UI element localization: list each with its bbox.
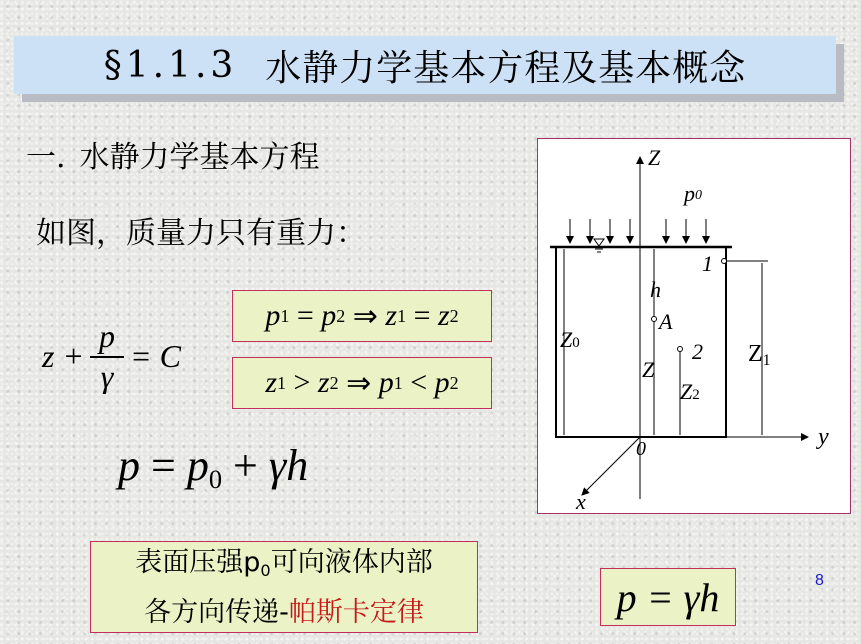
var: p <box>265 299 281 332</box>
sub: 0 <box>260 560 271 580</box>
point1-label: 1 <box>702 251 713 276</box>
point-2 <box>678 347 683 352</box>
z2-sub: 2 <box>692 387 700 403</box>
sub: 2 <box>336 305 346 326</box>
sub: 1 <box>280 305 290 326</box>
z2-label <box>680 379 700 404</box>
var: z <box>385 299 398 332</box>
z1-sub: 1 <box>762 352 771 369</box>
heading <box>26 132 320 176</box>
p0-label <box>682 181 702 206</box>
equation-box-corner: p = γh <box>600 568 736 626</box>
note-text: 表面压强p <box>135 547 261 578</box>
page-number: 8 <box>815 572 824 589</box>
z0-var: Z <box>560 327 573 352</box>
pascal-law: 帕斯卡定律 <box>288 596 424 628</box>
p0-var: p <box>684 181 695 206</box>
pressure-arrows <box>570 219 706 243</box>
y-axis-label: y <box>818 424 829 450</box>
var: p <box>321 299 337 332</box>
intro-text: 如图，质量力只有重力： <box>36 216 366 251</box>
fraction <box>90 320 124 393</box>
water-surface-icon <box>594 239 604 246</box>
eq-rhs: = C <box>130 338 181 375</box>
sub: 1 <box>393 372 403 393</box>
note-text: 各方向传递- <box>144 596 289 628</box>
note-text: 可向液体内部 <box>270 547 433 578</box>
fraction-numerator: p <box>99 318 116 354</box>
sub: 2 <box>329 372 339 393</box>
var: z <box>317 366 330 399</box>
var: p <box>434 366 450 399</box>
var: p <box>186 441 209 490</box>
slide-title <box>14 36 836 94</box>
basic-equation <box>42 320 181 393</box>
var: p <box>118 441 140 490</box>
sub: 2 <box>449 305 459 326</box>
sub: 2 <box>449 372 459 393</box>
equation-box-1: p 1 = p 2 ⇒ z 1 = z 2 <box>232 290 492 342</box>
var: γh <box>268 441 309 490</box>
heading-text: 水静力学基本方程 <box>79 140 320 175</box>
var: p <box>378 366 394 399</box>
z-axis-label: Z <box>648 145 661 170</box>
var: z <box>265 366 277 399</box>
section-number: §1.1.3 <box>103 44 238 86</box>
title-text: 水静力学基本方程及基本概念 <box>265 47 747 89</box>
fraction-denominator: γ <box>100 357 114 394</box>
z0-label <box>560 327 580 352</box>
sub: 1 <box>277 372 286 393</box>
equation-box-2: z 1 > z 2 ⇒ p 1 < p 2 <box>232 357 492 409</box>
x-axis-label: x <box>576 489 586 513</box>
eq-lhs: z + <box>42 338 85 375</box>
note-line-1 <box>91 542 477 592</box>
p0-sub: 0 <box>695 188 702 203</box>
pascal-note <box>90 541 478 633</box>
z0-sub: 0 <box>572 335 580 351</box>
sub: 0 <box>208 463 223 494</box>
diagram-svg <box>538 139 850 513</box>
z2-var: Z <box>680 379 693 404</box>
hydrostatic-diagram <box>537 138 851 514</box>
point-1 <box>722 259 727 264</box>
var: z <box>437 299 450 332</box>
z1-var: Z <box>748 341 763 367</box>
point2-label: 2 <box>692 339 703 364</box>
z-label: Z <box>642 357 655 382</box>
heading-number: 一. <box>26 140 66 175</box>
origin-label: 0 <box>636 438 646 460</box>
h-label: h <box>650 277 661 302</box>
z1-label <box>748 341 771 369</box>
note-line-2 <box>91 592 477 634</box>
point-a <box>652 317 657 322</box>
hydrostatic-equation: $p = p_0 + \gamma h$ <box>118 441 309 494</box>
a-label: A <box>659 309 673 334</box>
sub: 1 <box>397 305 407 326</box>
x-axis <box>582 437 640 495</box>
